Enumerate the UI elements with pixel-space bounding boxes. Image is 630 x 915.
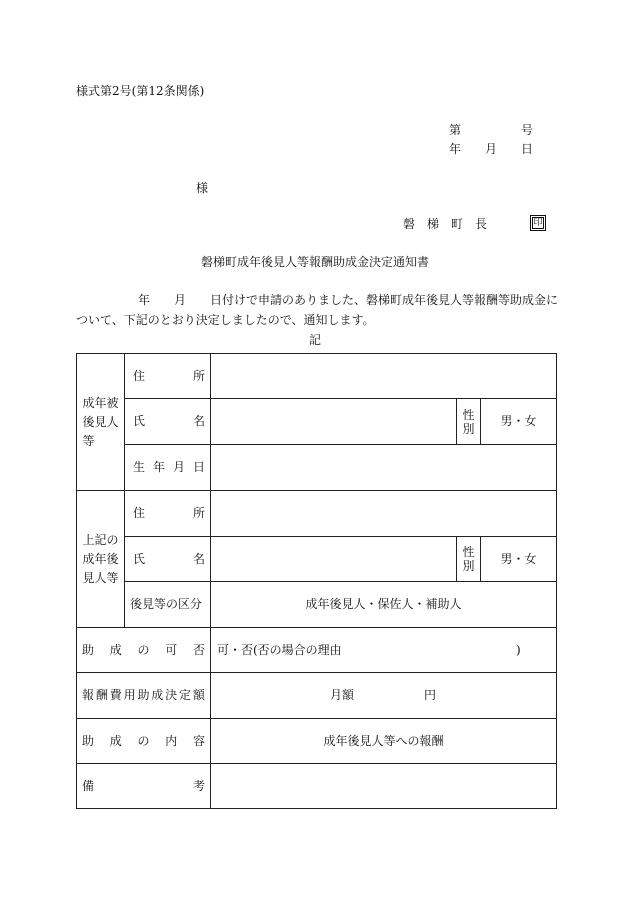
body-text-line2: ついて、下記のとおり決定しましたので、通知します。 xyxy=(76,313,375,327)
body-year: 年 xyxy=(138,293,151,307)
fee-label: 報 酬 費 用 助 成 決 定 額 xyxy=(82,688,205,702)
ward-address-label: 住 所 xyxy=(133,368,205,383)
ward-name-label: 氏 名 xyxy=(133,414,205,428)
document-title: 磐梯町成年後見人等報酬助成金決定通知書 xyxy=(200,255,429,269)
addressee-suffix: 様 xyxy=(196,181,209,195)
remarks-field[interactable] xyxy=(211,764,556,808)
guardian-name-field[interactable] xyxy=(211,537,456,581)
ward-sex-label: 性 別 xyxy=(462,407,475,436)
ward-group-label: 成年被 後見人 等 xyxy=(82,395,119,448)
fee-amount-field[interactable] xyxy=(370,673,424,718)
ward-name-field[interactable] xyxy=(211,399,456,444)
ward-birthdate-label: 生 年 月 日 xyxy=(133,460,205,474)
approval-close-paren: ) xyxy=(516,642,521,657)
body-text-line1: 日付けで申請のありました、磐梯町成年後見人等報酬等助成金に xyxy=(210,293,559,307)
approval-value[interactable]: 可・否(否の場合の理由 xyxy=(217,642,342,657)
form-number: 様式第2号(第12条関係) xyxy=(76,84,205,98)
guardian-group-label: 上記の 成年後 見人等 xyxy=(82,532,119,585)
ward-address-field[interactable] xyxy=(211,354,556,398)
approval-label: 助 成 の 可 否 xyxy=(82,642,205,657)
guardian-name-label: 氏 名 xyxy=(133,551,205,566)
fee-yen-label: 円 xyxy=(424,688,437,702)
date-month: 月 xyxy=(485,142,498,156)
remarks-label: 備 考 xyxy=(82,778,205,793)
guardian-sex-value[interactable]: 男・女 xyxy=(500,551,537,566)
ward-sex-value[interactable]: 男・女 xyxy=(500,414,537,428)
fee-monthly-label: 月額 xyxy=(330,688,355,702)
guardian-address-label: 住 所 xyxy=(133,506,205,520)
date-day: 日 xyxy=(521,142,534,156)
content-label: 助 成 の 内 容 xyxy=(82,733,205,748)
date-year: 年 xyxy=(449,142,462,156)
body-month: 月 xyxy=(174,293,187,307)
doc-number-suffix: 号 xyxy=(521,123,534,137)
seal-text: 印 xyxy=(533,218,543,228)
content-value[interactable]: 成年後見人等への報酬 xyxy=(323,733,444,748)
ki-heading: 記 xyxy=(308,333,321,347)
issuer-name: 磐 梯 町 長 xyxy=(403,217,488,231)
guardian-sex-label: 性 別 xyxy=(462,545,475,573)
ward-birthdate-field[interactable] xyxy=(211,445,556,490)
guardian-type-label: 後見等の区分 xyxy=(130,597,203,611)
guardian-type-value[interactable]: 成年後見人・保佐人・補助人 xyxy=(305,597,462,611)
doc-number-prefix: 第 xyxy=(449,123,462,137)
guardian-address-field[interactable] xyxy=(211,491,556,536)
